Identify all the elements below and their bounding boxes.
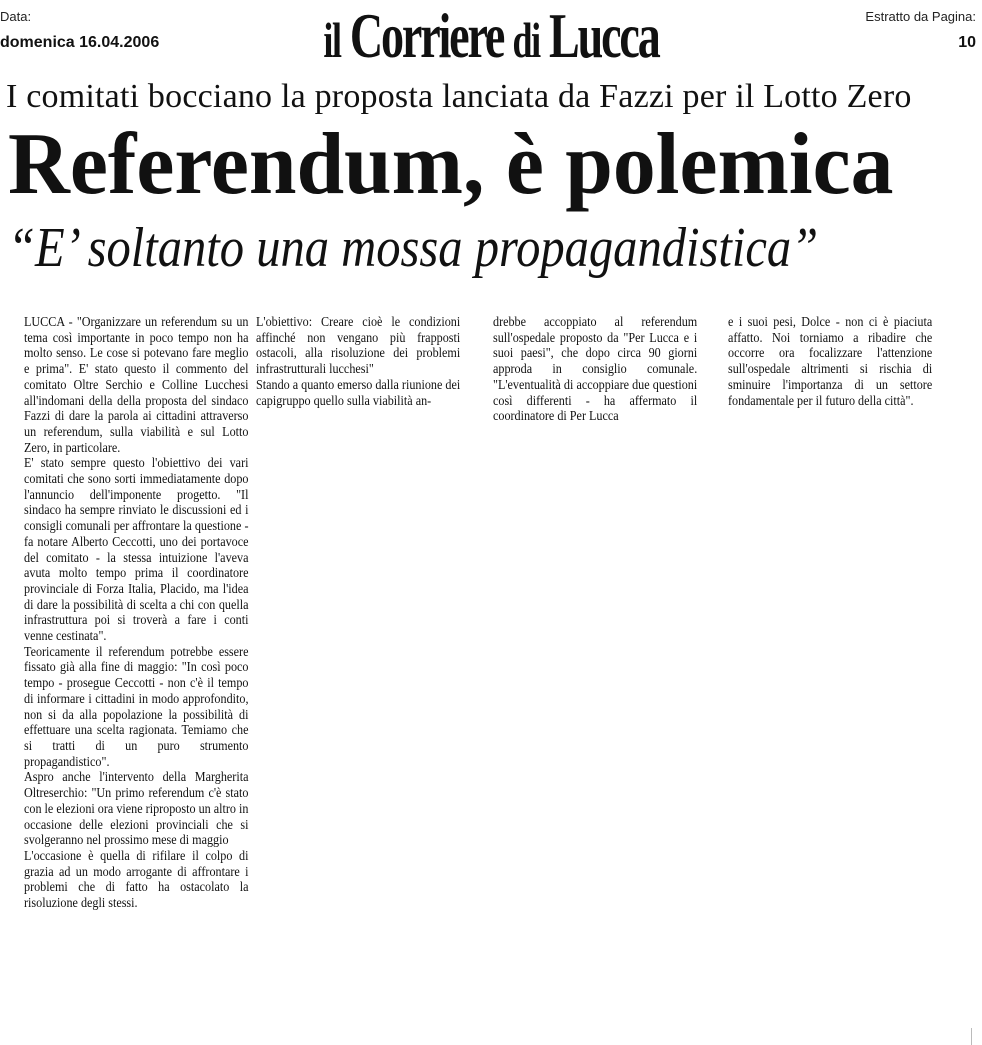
article-column-4	[728, 314, 932, 408]
column-paragraph: Teoricamente il referendum potrebbe essere fissato già alla fine di maggio: "In così poco tempo - prosegue Ceccotti - non c'è il tempo di informare i cittadini in modo approfondito, non si da alla popolazione la possibilità di effettuare una scelta ragionata. Temiamo che si tratti di un puro strumento propagandistico".	[24, 643, 249, 769]
masthead-il: il	[323, 12, 341, 68]
masthead-di: di	[512, 12, 540, 68]
masthead-lucca: Lucca	[549, 0, 659, 71]
column-paragraph: e i suoi pesi, Dolce - non ci è piaciuta affatto. Noi torniamo a ribadire che occorre ora focalizzare l'attenzione sull'ospedale altrimenti si rischia di sminuire l'importanza di un settore fondamentale per il futuro della città".	[728, 314, 933, 408]
masthead-corriere: Corriere	[349, 0, 504, 71]
column-paragraph: Stando a quanto emerso dalla riunione dei capigruppo quello sulla viabilità an-	[256, 376, 461, 408]
page-edge-rule	[971, 1028, 972, 1045]
page-label: Estratto da Pagina:	[865, 9, 976, 24]
article-column-3	[493, 314, 697, 424]
column-paragraph: LUCCA - "Organizzare un referendum su un tema così importante in poco tempo non ha molto senso. Le cose si potevano fare meglio e prima". E' stato questo il commento del comitato Oltre Serchio e Colline Lucchesi all'indomani della della proposta del sindaco Fazzi di dare la parola ai cittadini attraverso un referendum, sulla viabilità e sul Lotto Zero, in particolare.	[24, 314, 249, 455]
column-paragraph: E' stato sempre questo l'obiettivo dei vari comitati che sono sorti immediatamente dopo l'annuncio dell'imponente progetto. "Il sindaco ha sempre rinviato le discussioni ed i consigli comunali per affrontare la questione - fa notare Alberto Ceccotti, uno dei portavoce del comitato - la stessa intuizione l'aveva avuta molto tempo prima il coordinatore provinciale di Forza Italia, Placido, ma l'idea di dare la possibilità di scelta a chi con quella infrastruttura poi si troverà a fare i conti venne cestinata".	[24, 455, 249, 644]
column-paragraph: L'occasione è quella di rifilare il colpo di grazia ad un modo arrogante di affrontare i problemi che di fatto ha ostacolato la risoluzione degli stessi.	[24, 847, 249, 911]
date-label: Data:	[0, 9, 32, 24]
article-column-2	[256, 314, 460, 408]
article-headline: Referendum, è polemica	[8, 116, 894, 213]
column-paragraph: L'obiettivo: Creare cioè le condizioni affinché non vengano più frapposti ostacoli, alla risoluzione dei problemi infrastrutturali lucchesi"	[256, 314, 461, 377]
page-number: 10	[958, 34, 976, 51]
article-kicker: I comitati bocciano la proposta lanciata da Fazzi per il Lotto Zero	[6, 78, 912, 115]
newspaper-masthead	[137, 0, 844, 78]
article-column-1	[24, 314, 248, 911]
date-value: domenica 16.04.2006	[0, 34, 160, 51]
column-paragraph: Aspro anche l'intervento della Margherita Oltreserchio: "Un primo referendum c'è stato con le elezioni ora viene riproposto un altro in occasione delle elezioni provinciali che si svolgeranno nel prossimo mese di maggio	[24, 769, 249, 848]
date-block	[0, 8, 159, 54]
page-block	[865, 8, 976, 54]
article-subheadline: “E’ soltanto una mossa propagandistica”	[8, 217, 819, 279]
column-paragraph: drebbe accoppiato al referendum sull'ospedale proposto da "Per Lucca e i suoi paesi", che dopo circa 90 giorni approda in consiglio comunale. "L'eventualità di accoppiare due questioni così differenti - ha affermato il coordinatore di Per Lucca	[493, 314, 698, 424]
